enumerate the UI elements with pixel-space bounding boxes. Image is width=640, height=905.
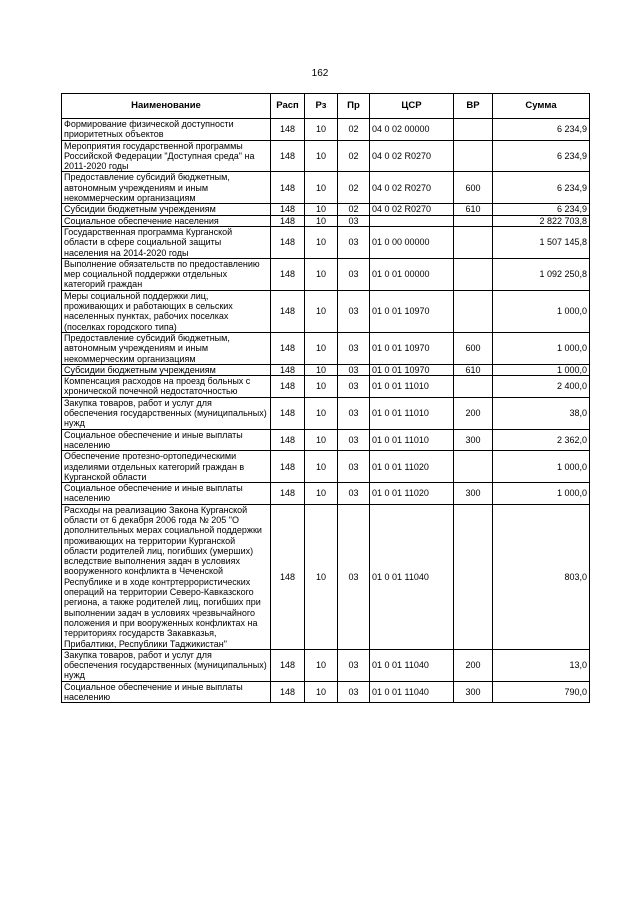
header-name: Наименование <box>62 94 271 119</box>
cell-rasp: 148 <box>271 681 305 703</box>
cell-name: Мероприятия государственной программы Российской Федерации "Доступная среда" на 2011-2020 годы <box>62 140 271 172</box>
cell-vr <box>454 140 493 172</box>
cell-sum: 6 234,9 <box>493 140 590 172</box>
cell-vr: 610 <box>454 364 493 375</box>
cell-name: Социальное обеспечение и иные выплаты населению <box>62 429 271 451</box>
cell-sum: 1 000,0 <box>493 483 590 505</box>
cell-rasp: 148 <box>271 649 305 681</box>
cell-name: Социальное обеспечение населения <box>62 215 271 226</box>
table-body <box>62 119 590 703</box>
cell-csr: 01 0 01 11020 <box>370 483 454 505</box>
cell-rasp: 148 <box>271 215 305 226</box>
budget-table <box>61 93 590 703</box>
cell-sum: 1 000,0 <box>493 332 590 364</box>
cell-rz: 10 <box>305 332 338 364</box>
cell-sum: 1 000,0 <box>493 451 590 483</box>
header-csr: ЦСР <box>370 94 454 119</box>
cell-rz: 10 <box>305 397 338 429</box>
table-row <box>62 172 590 204</box>
cell-name: Компенсация расходов на проезд больных с хронической почечной недостаточностью <box>62 376 271 398</box>
cell-name: Предоставление субсидий бюджетным, автономным учреждениям и иным некоммерческим организациям <box>62 172 271 204</box>
cell-vr: 200 <box>454 649 493 681</box>
table-row <box>62 681 590 703</box>
cell-vr <box>454 376 493 398</box>
cell-pr: 03 <box>338 504 370 649</box>
cell-rasp: 148 <box>271 290 305 332</box>
table-header-row <box>62 94 590 119</box>
cell-vr <box>454 226 493 258</box>
table-row <box>62 649 590 681</box>
cell-rz: 10 <box>305 483 338 505</box>
cell-pr: 03 <box>338 376 370 398</box>
table-row <box>62 226 590 258</box>
cell-csr: 01 0 01 11040 <box>370 681 454 703</box>
cell-rasp: 148 <box>271 172 305 204</box>
cell-name: Субсидии бюджетным учреждениям <box>62 204 271 215</box>
cell-name: Социальное обеспечение и иные выплаты населению <box>62 483 271 505</box>
cell-vr: 600 <box>454 332 493 364</box>
table-row <box>62 397 590 429</box>
cell-rasp: 148 <box>271 451 305 483</box>
cell-pr: 03 <box>338 290 370 332</box>
cell-sum: 1 507 145,8 <box>493 226 590 258</box>
header-pr: Пр <box>338 94 370 119</box>
cell-vr <box>454 290 493 332</box>
cell-rz: 10 <box>305 451 338 483</box>
cell-rasp: 148 <box>271 140 305 172</box>
cell-rasp: 148 <box>271 332 305 364</box>
cell-pr: 03 <box>338 397 370 429</box>
cell-sum: 1 092 250,8 <box>493 258 590 290</box>
header-vr: ВР <box>454 94 493 119</box>
cell-name: Предоставление субсидий бюджетным, автономным учреждениям и иным некоммерческим организациям <box>62 332 271 364</box>
table-row <box>62 376 590 398</box>
table-row <box>62 504 590 649</box>
table-row <box>62 451 590 483</box>
cell-pr: 02 <box>338 119 370 141</box>
cell-name: Меры социальной поддержки лиц, проживающих и работающих в сельских населенных пунктах, рабочих поселках (поселках городского типа) <box>62 290 271 332</box>
cell-pr: 03 <box>338 681 370 703</box>
table-row <box>62 258 590 290</box>
cell-vr: 200 <box>454 397 493 429</box>
page-number: 162 <box>311 68 329 79</box>
cell-sum: 6 234,9 <box>493 172 590 204</box>
cell-rz: 10 <box>305 681 338 703</box>
cell-sum: 1 000,0 <box>493 364 590 375</box>
cell-name: Субсидии бюджетным учреждениям <box>62 364 271 375</box>
cell-rz: 10 <box>305 376 338 398</box>
cell-vr <box>454 215 493 226</box>
cell-pr: 03 <box>338 429 370 451</box>
table-row <box>62 140 590 172</box>
cell-sum: 790,0 <box>493 681 590 703</box>
cell-csr: 01 0 01 10970 <box>370 364 454 375</box>
cell-sum: 6 234,9 <box>493 119 590 141</box>
cell-csr: 04 0 02 R0270 <box>370 140 454 172</box>
cell-pr: 02 <box>338 172 370 204</box>
cell-csr: 01 0 00 00000 <box>370 226 454 258</box>
table-row <box>62 364 590 375</box>
cell-vr: 300 <box>454 681 493 703</box>
cell-name: Социальное обеспечение и иные выплаты населению <box>62 681 271 703</box>
cell-csr: 01 0 01 11040 <box>370 649 454 681</box>
cell-rz: 10 <box>305 226 338 258</box>
cell-name: Закупка товаров, работ и услуг для обеспечения государственных (муниципальных) нужд <box>62 397 271 429</box>
cell-sum: 6 234,9 <box>493 204 590 215</box>
cell-vr: 600 <box>454 172 493 204</box>
cell-name: Закупка товаров, работ и услуг для обеспечения государственных (муниципальных) нужд <box>62 649 271 681</box>
cell-name: Выполнение обязательств по предоставлению мер социальной поддержки отдельных категорий граждан <box>62 258 271 290</box>
cell-vr <box>454 504 493 649</box>
cell-csr: 01 0 01 11020 <box>370 451 454 483</box>
cell-rz: 10 <box>305 204 338 215</box>
cell-sum: 2 362,0 <box>493 429 590 451</box>
cell-vr <box>454 119 493 141</box>
cell-rz: 10 <box>305 140 338 172</box>
cell-vr: 610 <box>454 204 493 215</box>
cell-name: Формирование физической доступности приоритетных объектов <box>62 119 271 141</box>
cell-rasp: 148 <box>271 258 305 290</box>
cell-rz: 10 <box>305 119 338 141</box>
cell-sum: 1 000,0 <box>493 290 590 332</box>
cell-vr <box>454 451 493 483</box>
cell-pr: 03 <box>338 258 370 290</box>
cell-pr: 03 <box>338 649 370 681</box>
cell-sum: 803,0 <box>493 504 590 649</box>
cell-rasp: 148 <box>271 429 305 451</box>
cell-rasp: 148 <box>271 119 305 141</box>
cell-csr: 01 0 01 10970 <box>370 290 454 332</box>
cell-sum: 2 822 703,8 <box>493 215 590 226</box>
cell-pr: 03 <box>338 215 370 226</box>
table-row <box>62 215 590 226</box>
cell-rz: 10 <box>305 290 338 332</box>
cell-rz: 10 <box>305 649 338 681</box>
cell-pr: 03 <box>338 364 370 375</box>
cell-sum: 2 400,0 <box>493 376 590 398</box>
cell-rasp: 148 <box>271 483 305 505</box>
cell-rasp: 148 <box>271 397 305 429</box>
cell-vr: 300 <box>454 483 493 505</box>
cell-pr: 02 <box>338 140 370 172</box>
cell-csr <box>370 215 454 226</box>
cell-csr: 04 0 02 R0270 <box>370 172 454 204</box>
table-row <box>62 119 590 141</box>
cell-rz: 10 <box>305 215 338 226</box>
header-rz: Рз <box>305 94 338 119</box>
cell-rz: 10 <box>305 504 338 649</box>
cell-name: Государственная программа Курганской области в сфере социальной защиты населения на 2014-2020 годы <box>62 226 271 258</box>
cell-name: Обеспечение протезно-ортопедическими изделиями отдельных категорий граждан в Курганской области <box>62 451 271 483</box>
cell-rasp: 148 <box>271 364 305 375</box>
cell-pr: 03 <box>338 332 370 364</box>
cell-rz: 10 <box>305 172 338 204</box>
cell-rasp: 148 <box>271 226 305 258</box>
cell-pr: 03 <box>338 226 370 258</box>
cell-vr: 300 <box>454 429 493 451</box>
cell-csr: 04 0 02 R0270 <box>370 204 454 215</box>
cell-rz: 10 <box>305 429 338 451</box>
cell-csr: 01 0 01 11040 <box>370 504 454 649</box>
cell-pr: 03 <box>338 451 370 483</box>
header-rasp: Расп <box>271 94 305 119</box>
cell-rz: 10 <box>305 258 338 290</box>
cell-csr: 01 0 01 10970 <box>370 332 454 364</box>
cell-csr: 01 0 01 11010 <box>370 376 454 398</box>
cell-rz: 10 <box>305 364 338 375</box>
cell-rasp: 148 <box>271 376 305 398</box>
cell-pr: 02 <box>338 204 370 215</box>
cell-rasp: 148 <box>271 504 305 649</box>
cell-csr: 04 0 02 00000 <box>370 119 454 141</box>
cell-csr: 01 0 01 11010 <box>370 397 454 429</box>
table-row <box>62 429 590 451</box>
table-row <box>62 332 590 364</box>
cell-csr: 01 0 01 00000 <box>370 258 454 290</box>
table-row <box>62 290 590 332</box>
cell-csr: 01 0 01 11010 <box>370 429 454 451</box>
cell-sum: 38,0 <box>493 397 590 429</box>
cell-sum: 13,0 <box>493 649 590 681</box>
cell-rasp: 148 <box>271 204 305 215</box>
cell-pr: 03 <box>338 483 370 505</box>
header-sum: Сумма <box>493 94 590 119</box>
cell-vr <box>454 258 493 290</box>
table-row <box>62 204 590 215</box>
table-row <box>62 483 590 505</box>
cell-name: Расходы на реализацию Закона Курганской области от 6 декабря 2006 года № 205 "О дополнительных мерах социальной поддержки проживающих на территории Курганской области родителей лиц, погибших (умерших) вследствие выполнения задач в условиях вооруженного конфликта в Чеченской Республике и в ходе контртеррористических операций на территории Северо-Кавказского региона, а также родителей лиц, погибших при выполнении задач в условиях чрезвычайного положения и при вооруженных конфликтах на территориях государств Закавказья, Прибалтики, Республики Таджикистан" <box>62 504 271 649</box>
